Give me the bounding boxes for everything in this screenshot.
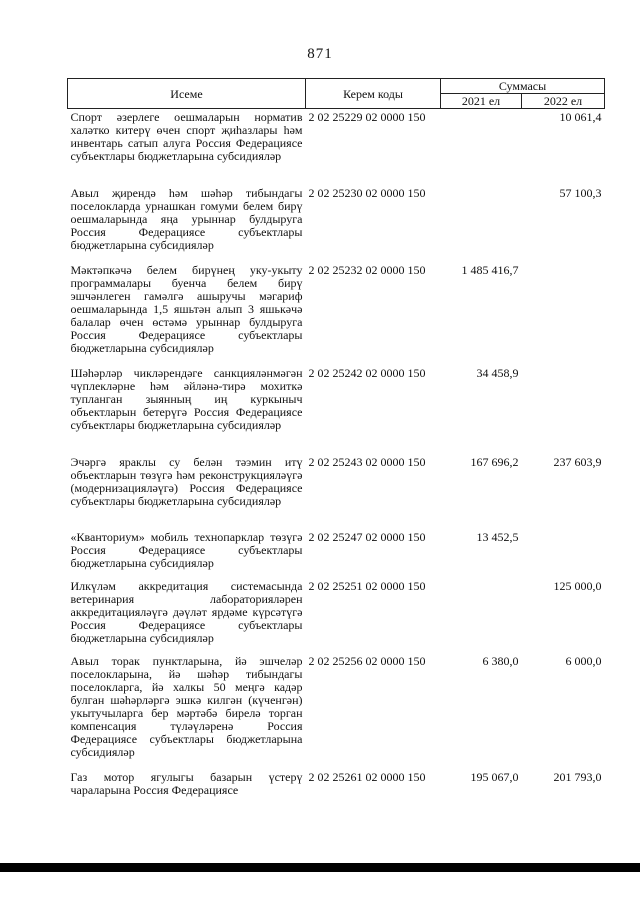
scan-edge-bar (0, 863, 640, 872)
table-row (68, 529, 605, 578)
table-row (68, 769, 605, 801)
header-sums: Суммасы (441, 79, 605, 94)
row-name: Мәктәпкәчә белем бирүнең уку-укыту программалары буенча белем бирү эшчәнлеген гамәлгә ашыручы мәгариф оешмаларында 1,5 яшьтән алып 3 яшькәчә балалар өчен өстәмә урыннар булдыруга Россия Федерациясе субъектлары бюджетларына субсидияләр (70, 263, 303, 355)
row-code: 2 02 25229 02 0000 150 (308, 110, 426, 124)
row-name: Илкүләм аккредитация системасында ветеринария лабораторияләрен аккредитацияләүгә дәүләт ярдәме күрсәтүгә Россия Федерациясе субъектлары бюджетларына субсидияләр (70, 579, 303, 645)
row-sum-2022: 10 061,4 (559, 110, 602, 124)
row-sum-2022: 201 793,0 (553, 770, 602, 784)
table-row (68, 365, 605, 454)
row-name: «Кванториум» мобиль технопарклар төзүгә Россия Федерациясе субъектлары бюджетларына субсидияләр (70, 530, 303, 570)
row-sum-2022: 125 000,0 (553, 579, 602, 593)
header-year-2022: 2022 ел (522, 94, 605, 109)
row-sum-2021: 13 452,5 (476, 530, 519, 544)
row-name: Шәһәрләр чикләрендәге санкцияләнмәгән чүплекләрне һәм әйләнә-тирә мохиткә тупланган зыянның иң куркыныч объектларын бетерүгә Россия Федерациясе субъектлары бюджетларына субсидияләр (70, 366, 303, 432)
row-code: 2 02 25232 02 0000 150 (308, 263, 426, 277)
row-code: 2 02 25230 02 0000 150 (308, 186, 426, 200)
row-code: 2 02 25261 02 0000 150 (308, 770, 426, 784)
header-name: Исеме (68, 79, 306, 109)
header-year-2021: 2021 ел (441, 94, 522, 109)
row-sum-2022: 6 000,0 (565, 654, 602, 668)
budget-table (67, 78, 605, 801)
header-code: Керем коды (306, 79, 441, 109)
row-name: Авыл торак пунктларына, йә эшчеләр поселокларына, йә шәһәр тибындагы поселокларга, йә халкы 50 меңгә кадәр булган шәһәрләргә эшкә килгән (күченгән) укытучыларга бер мәртәбә бирелә торган компенсация түләүләренә Россия Федерациясе субъектлары бюджетларына субсидияләр (70, 654, 303, 759)
row-sum-2022 (522, 529, 605, 578)
table-row (68, 578, 605, 653)
row-name: Авыл җирендә һәм шәһәр тибындагы поселокларда урнашкан гомуми белем бирү оешмаларында яңа урыннар булдыруга Россия Федерациясе субъектлары бюджетларына субсидияләр (70, 186, 303, 252)
row-sum-2021: 6 380,0 (482, 654, 519, 668)
row-code: 2 02 25251 02 0000 150 (308, 579, 426, 593)
row-sum-2021 (441, 185, 522, 262)
row-code: 2 02 25243 02 0000 150 (308, 455, 426, 469)
table-row (68, 109, 605, 186)
page-number: 871 (307, 46, 333, 62)
row-code: 2 02 25242 02 0000 150 (308, 366, 426, 380)
row-sum-2022 (522, 365, 605, 454)
table-row (68, 262, 605, 365)
row-name: Газ мотор ягулыгы базарын үстерү чараларына Россия Федерациясе (70, 770, 303, 797)
row-sum-2021: 195 067,0 (470, 770, 519, 784)
row-sum-2021 (441, 578, 522, 653)
row-sum-2022: 57 100,3 (559, 186, 602, 200)
row-code: 2 02 25256 02 0000 150 (308, 654, 426, 668)
row-sum-2021: 34 458,9 (476, 366, 519, 380)
table-row (68, 653, 605, 769)
row-name: Эчәргә яраклы су белән тәэмин итү объектларын төзүгә һәм реконструкцияләүгә (модернизацияләүгә) Россия Федерациясе субъектлары бюджетларына субсидияләр (70, 455, 303, 508)
row-code: 2 02 25247 02 0000 150 (308, 530, 426, 544)
row-sum-2022 (522, 262, 605, 365)
row-sum-2021: 1 485 416,7 (461, 263, 519, 277)
table-row (68, 185, 605, 262)
row-name: Спорт әзерлеге оешмаларын норматив халәтко китерү өчен спорт җиһазлары һәм инвентарь сатып алуга Россия Федерациясе субъектлары бюджетларына субсидияләр (70, 110, 303, 163)
table-row (68, 454, 605, 529)
row-sum-2022: 237 603,9 (553, 455, 602, 469)
row-sum-2021 (441, 109, 522, 186)
row-sum-2021: 167 696,2 (470, 455, 519, 469)
